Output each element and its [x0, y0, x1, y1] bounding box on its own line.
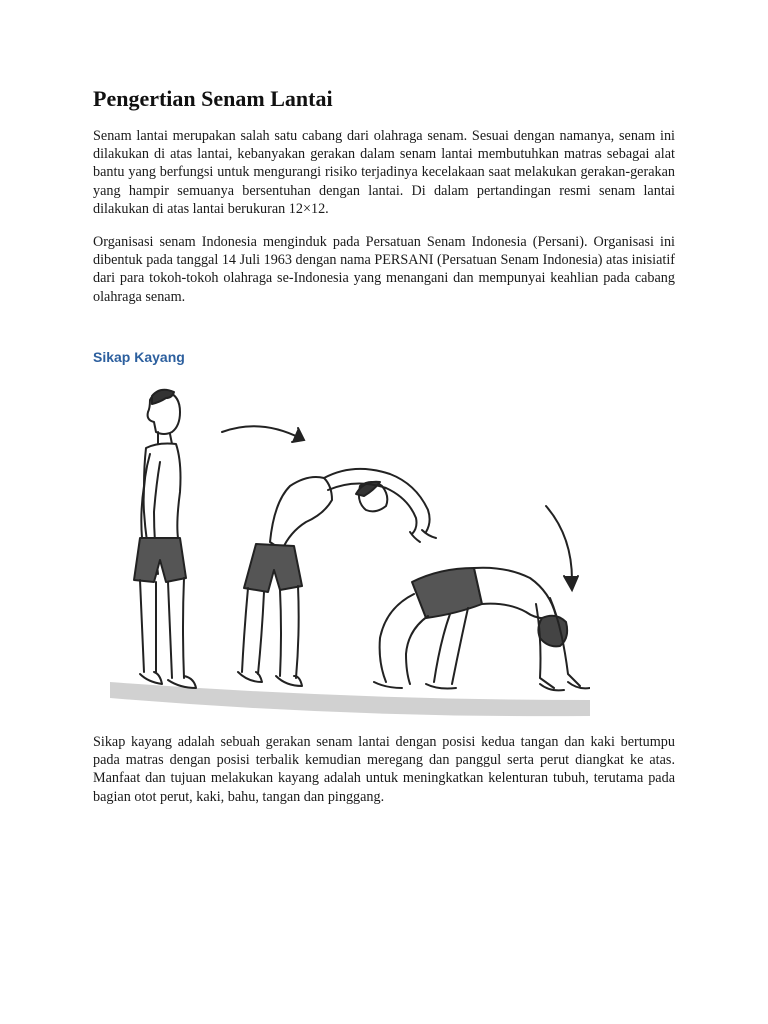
kayang-illustration [110, 382, 590, 720]
organization-paragraph: Organisasi senam Indonesia menginduk pada Persatuan Senam Indonesia (Persani). Organisasi ini dibentuk pada tanggal 14 Juli 1963 dengan nama PERSANI (Persatuan Senam Indonesia) atas inisiatif dari para tokoh-tokoh olahraga se-Indonesia yang menangani dan mempunyai keahlian pada cabang olahraga senam. [93, 234, 675, 305]
figure-standing [134, 390, 196, 688]
kayang-description: Sikap kayang adalah sebuah gerakan senam lantai dengan posisi kedua tangan dan kaki bertumpu pada matras dengan posisi terbalik kemudian meregang dan panggul serta perut diangkat ke atas. Manfaat dan tujuan melakukan kayang adalah untuk meningkatkan kelenturan tubuh, terutama pada bagian otot perut, kaki, bahu, tangan dan pinggang. [93, 734, 675, 805]
arrow-2 [546, 506, 578, 590]
arrow-1 [222, 426, 304, 442]
page-title: Pengertian Senam Lantai [93, 86, 333, 111]
section-heading: Sikap Kayang [93, 349, 185, 365]
figure-bridge [374, 568, 590, 691]
intro-paragraph: Senam lantai merupakan salah satu cabang dari olahraga senam. Sesuai dengan namanya, senam ini dilakukan di atas lantai, kebanyakan gerakan dalam senam lantai membutuhkan matras sebagai alat bantu yang berfungsi untuk mengurangi risiko terjadinya kecelakaan saat melakukan gerakan-gerakan yang hampir semuanya bersentuhan dengan lantai. Di dalam pertandingan resmi senam lantai dilakukan di atas lantai berukuran 12×12. [93, 128, 675, 217]
